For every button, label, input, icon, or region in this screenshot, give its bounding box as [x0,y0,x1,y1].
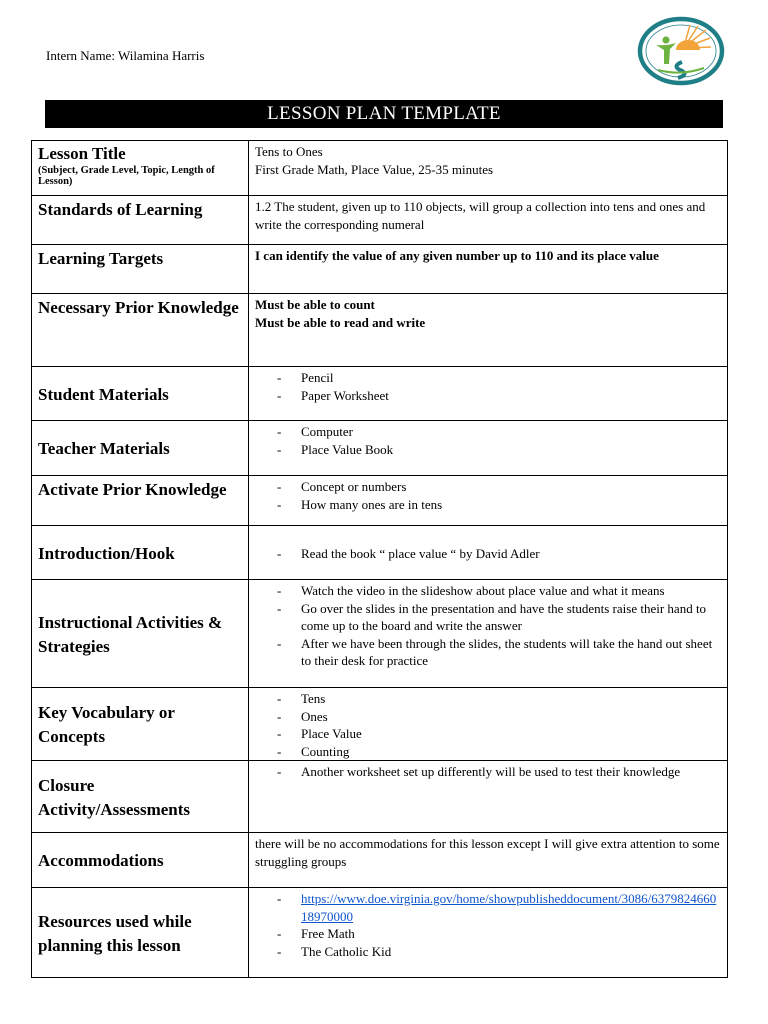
teacher-materials-label: Teacher Materials [32,421,249,476]
row-resources [32,888,728,978]
closure-content [249,761,728,833]
vocabulary-list [255,690,721,760]
closure-list [255,763,721,781]
lesson-title-content [249,141,728,196]
resources-list [255,890,721,960]
list-item: - Place Value [277,725,721,743]
lesson-title-line: First Grade Math, Place Value, 25-35 minutes [255,161,494,177]
introduction-content [249,526,728,580]
instructional-content [249,580,728,688]
vocabulary-label: Key Vocabulary or Concepts [32,688,249,761]
teacher-materials-content [249,421,728,476]
intern-name: Intern Name: Wilamina Harris [46,48,205,63]
school-logo-icon [636,16,726,86]
list-item: - Free Math [277,925,721,943]
list-item: - Go over the slides in the presentation and have the students raise their hand to come up to the board and write the answer [277,600,721,635]
list-item: - Paper Worksheet [277,387,721,405]
teacher-materials-list [255,423,721,458]
standards-label: Standards of Learning [32,196,249,245]
resources-content [249,888,728,978]
activate-prior-content [249,476,728,526]
row-vocabulary [32,688,728,761]
row-closure [32,761,728,833]
row-instructional [32,580,728,688]
prior-knowledge-line: Must be able to count [255,297,375,312]
prior-knowledge-label: Necessary Prior Knowledge [32,294,249,367]
lesson-title-label: Lesson Title [38,144,126,163]
list-item: - Watch the video in the slideshow about place value and what it means [277,582,721,600]
list-item [277,890,721,925]
list-item: - Tens [277,690,721,708]
closure-label: Closure Activity/Assessments [32,761,249,833]
list-item: - Another worksheet set up differently will be used to test their knowledge [277,763,721,781]
accommodations-label: Accommodations [32,833,249,888]
list-item: - Concept or numbers [277,478,721,496]
prior-knowledge-content [249,294,728,367]
introduction-list [255,545,721,563]
student-materials-content [249,367,728,421]
row-lesson-title [32,141,728,196]
list-item: - Place Value Book [277,441,721,459]
list-item: - Computer [277,423,721,441]
list-item: - Ones [277,708,721,726]
lesson-plan-table [31,140,728,978]
list-item: - Read the book “ place value “ by David Adler [277,545,721,563]
row-teacher-materials [32,421,728,476]
row-student-materials [32,367,728,421]
list-item: - After we have been through the slides, the students will take the hand out sheet to their desk for practice [277,635,721,670]
learning-targets-label: Learning Targets [32,245,249,294]
standards-content: 1.2 The student, given up to 110 objects, will group a collection into tens and ones and write the corresponding numeral [249,196,728,245]
instructional-label: Instructional Activities & Strategies [32,580,249,688]
lesson-title-line: Tens to Ones [255,144,323,159]
student-materials-label: Student Materials [32,367,249,421]
page-title: LESSON PLAN TEMPLATE [45,100,723,128]
row-introduction [32,526,728,580]
accommodations-content: there will be no accommodations for this lesson except I will give extra attention to some struggling groups [249,833,728,888]
activate-prior-list [255,478,721,513]
list-item: - The Catholic Kid [277,943,721,961]
introduction-label: Introduction/Hook [32,526,249,580]
list-item: - Pencil [277,369,721,387]
row-activate-prior [32,476,728,526]
resource-link[interactable]: https://www.doe.virginia.gov/home/showpublisheddocument/3086/637982466018970000 [301,891,717,924]
row-accommodations [32,833,728,888]
learning-targets-content: I can identify the value of any given number up to 110 and its place value [249,245,728,294]
lesson-title-label-cell [32,141,249,196]
lesson-title-sublabel: (Subject, Grade Level, Topic, Length of Lesson) [38,165,215,187]
row-prior-knowledge [32,294,728,367]
row-standards [32,196,728,245]
activate-prior-label: Activate Prior Knowledge [32,476,249,526]
student-materials-list [255,369,721,404]
resources-label: Resources used while planning this lesson [32,888,249,978]
prior-knowledge-line: Must be able to read and write [255,314,426,330]
instructional-list [255,582,721,670]
row-learning-targets [32,245,728,294]
vocabulary-content [249,688,728,761]
list-item: - Counting [277,743,721,761]
list-item: - How many ones are in tens [277,496,721,514]
